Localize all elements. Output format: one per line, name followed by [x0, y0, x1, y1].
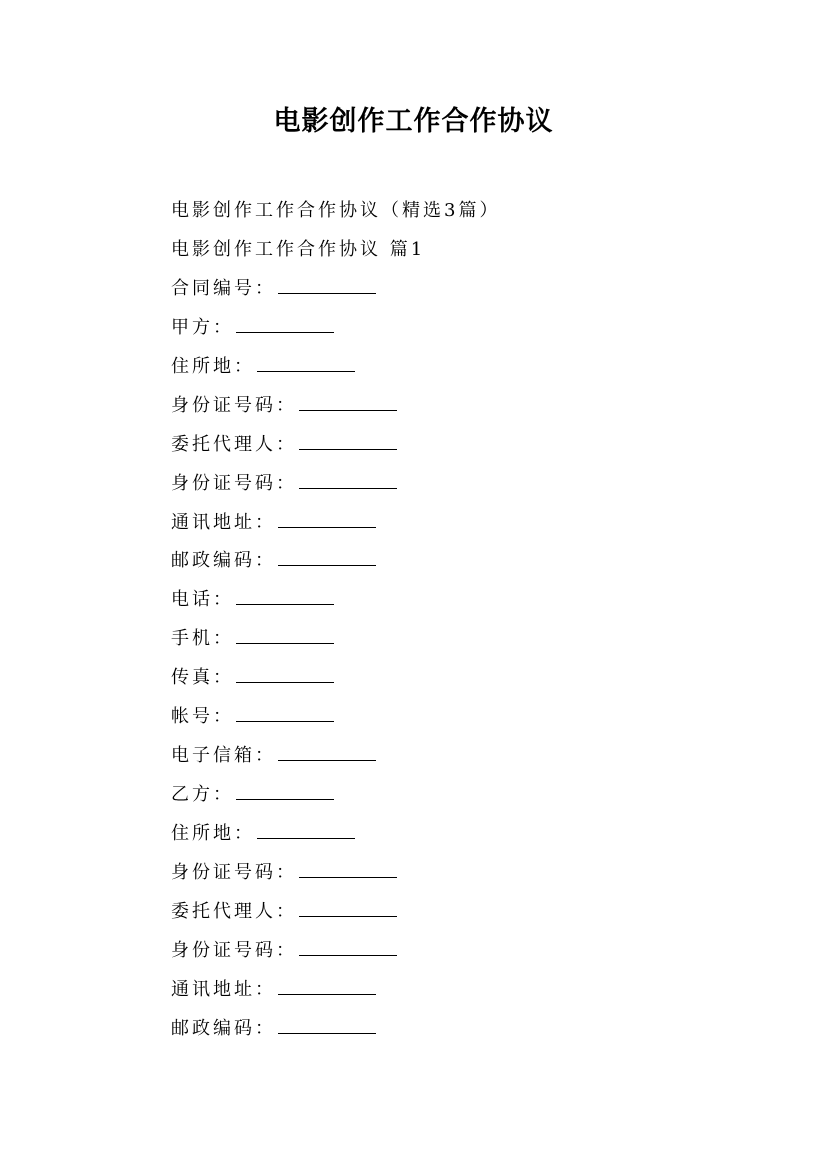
field-label: 邮政编码： — [171, 1017, 276, 1039]
form-field — [171, 659, 771, 698]
fill-blank — [278, 545, 376, 566]
field-label: 身份证号码： — [171, 394, 297, 416]
field-label: 手机： — [171, 628, 234, 650]
form-field — [171, 581, 771, 620]
form-field — [171, 348, 771, 387]
form-field — [171, 270, 771, 309]
form-field — [171, 854, 771, 893]
field-label: 邮政编码： — [171, 550, 276, 572]
fill-blank — [257, 818, 355, 839]
form-field — [171, 309, 771, 348]
fill-blank — [299, 429, 397, 450]
field-label: 传真： — [171, 667, 234, 689]
field-label: 委托代理人： — [171, 433, 297, 455]
fill-blank — [278, 740, 376, 761]
fill-blank — [236, 662, 334, 683]
fill-blank — [278, 273, 376, 294]
form-field — [171, 971, 771, 1010]
field-label: 甲方： — [171, 316, 234, 338]
fill-blank — [299, 390, 397, 411]
field-label: 合同编号： — [171, 277, 276, 299]
form-field — [171, 504, 771, 543]
form-field — [171, 387, 771, 426]
field-label: 帐号： — [171, 706, 234, 728]
form-field — [171, 620, 771, 659]
fill-blank — [236, 312, 334, 333]
form-field — [171, 737, 771, 776]
fill-blank — [236, 584, 334, 605]
form-field — [171, 815, 771, 854]
form-field — [171, 465, 771, 504]
field-label: 身份证号码： — [171, 861, 297, 883]
field-label: 通讯地址： — [171, 511, 276, 533]
form-field — [171, 893, 771, 932]
fill-blank — [299, 468, 397, 489]
field-label: 委托代理人： — [171, 900, 297, 922]
field-label: 通讯地址： — [171, 978, 276, 1000]
field-label: 住所地： — [171, 355, 255, 377]
section-heading: 电影创作工作合作协议 篇1 — [171, 238, 426, 260]
fill-blank — [236, 623, 334, 644]
fill-blank — [278, 507, 376, 528]
fill-blank — [278, 1013, 376, 1034]
fill-blank — [236, 779, 334, 800]
document-subtitle: 电影创作工作合作协议（精选3篇） — [171, 200, 501, 221]
field-label: 乙方： — [171, 784, 234, 806]
field-label: 电子信箱： — [171, 745, 276, 767]
document-body — [171, 192, 771, 1049]
document-title: 电影创作工作合作协议 — [273, 106, 554, 137]
fill-blank — [299, 935, 397, 956]
fill-blank — [299, 896, 397, 917]
field-label: 身份证号码： — [171, 472, 297, 494]
fill-blank — [236, 701, 334, 722]
form-field — [171, 776, 771, 815]
form-field — [171, 426, 771, 465]
field-label: 电话： — [171, 589, 234, 611]
form-field — [171, 698, 771, 737]
form-field — [171, 1010, 771, 1049]
field-label: 身份证号码： — [171, 939, 297, 961]
fill-blank — [299, 857, 397, 878]
field-label: 住所地： — [171, 823, 255, 844]
fill-blank — [257, 351, 355, 372]
fill-blank — [278, 974, 376, 995]
form-field — [171, 932, 771, 971]
form-field — [171, 542, 771, 581]
